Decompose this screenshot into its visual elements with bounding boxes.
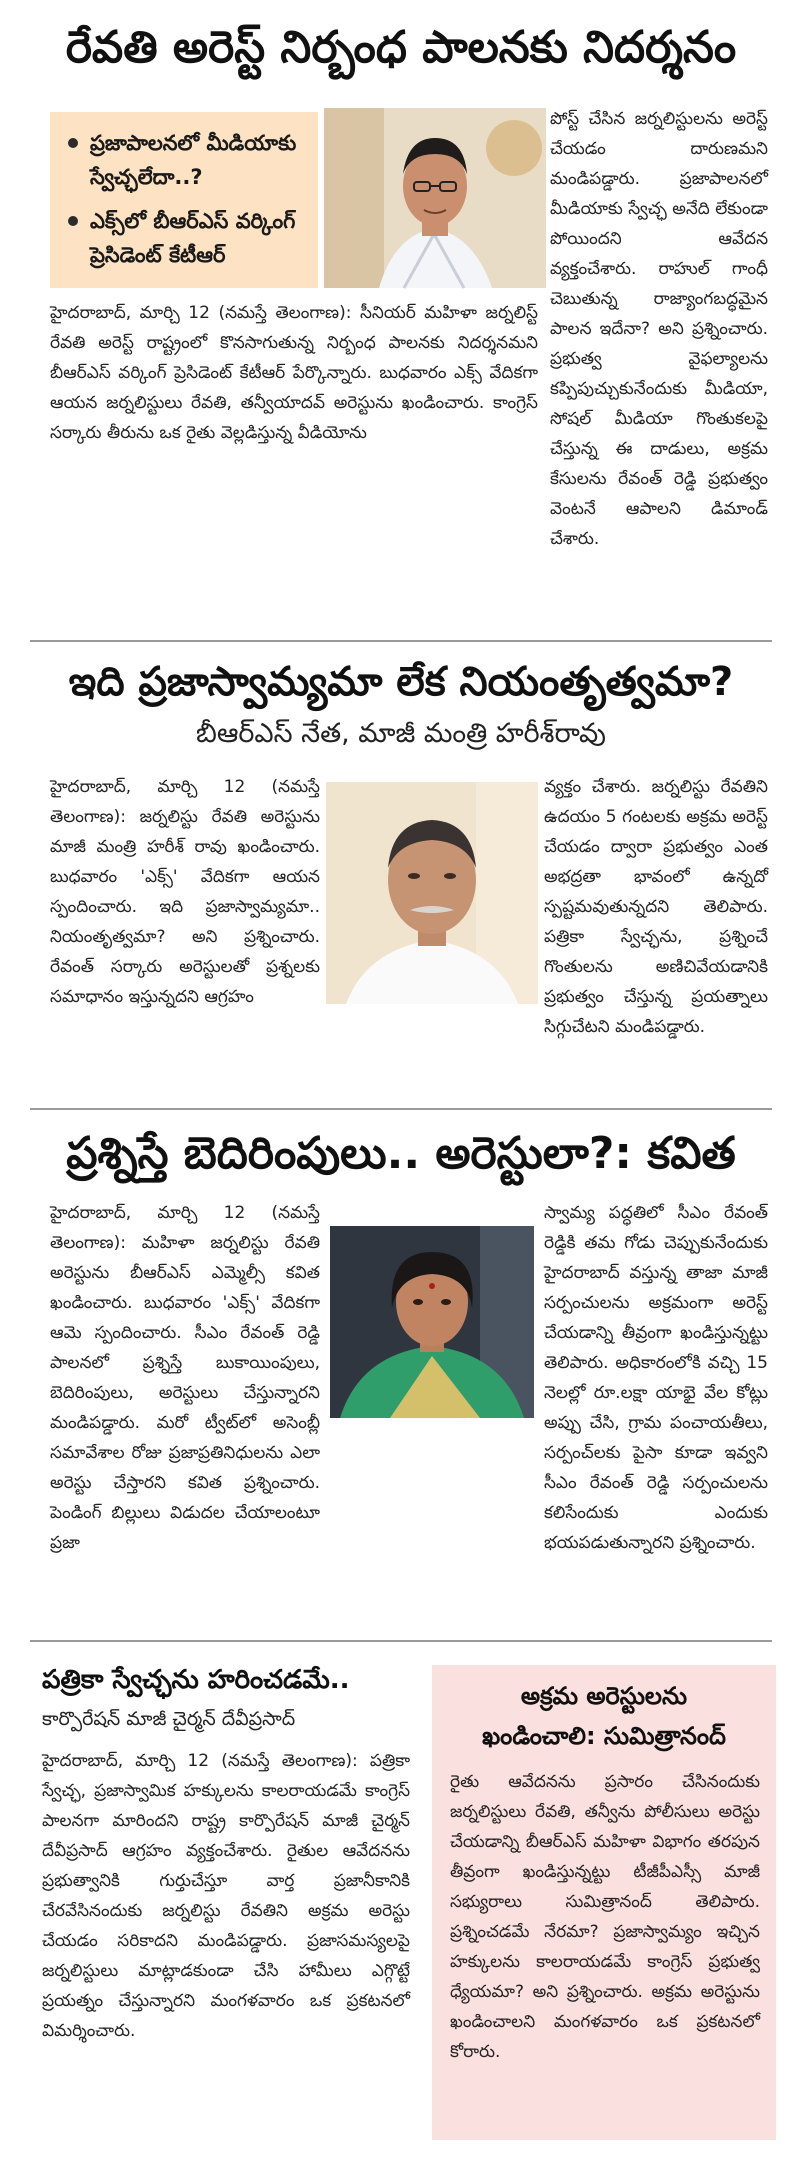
divider (30, 640, 772, 642)
story-ktr (30, 0, 772, 640)
body-column-left (50, 1198, 320, 1618)
subhead-deviprasad: కార్పొరేషన్ మాజీ చైర్మన్ దేవీప్రసాద్ (42, 1708, 296, 1730)
highlight-bullet: ప్రజాపాలనలో మీడియాకు స్వేచ్ఛలేదా..? (64, 126, 304, 194)
person-photo-ktr (324, 108, 546, 288)
headline-sumitranand-line1: అక్రమ అరెస్టులను (520, 1682, 688, 1710)
body-column-right-top (550, 104, 768, 549)
divider (30, 1640, 772, 1642)
headline-ktr: రేవతి అరెస్ట్ నిర్బంధ పాలనకు నిదర్శనం (65, 22, 737, 73)
highlight-box (50, 112, 318, 288)
headline-sumitranand-line2: ఖండించాలి: సుమిత్రానంద్ (482, 1722, 726, 1750)
body-column (450, 1767, 760, 2127)
body-column-right (544, 1198, 768, 1618)
body-text: హైదరాబాద్, మార్చి 12 (నమస్తే తెలంగాణ): సీనియర్ మహిళా జర్నలిస్ట్ రేవతి అరెస్ట్ రాష్ట్రంలో కొనసాగుతున్న నిర్బంధ పాలనకు నిదర్శనమని బీఆర్‌ఎస్ వర్కింగ్ ప్రెసిడెంట్ కేటీఆర్ పేర్కొన్నారు. బుధవారం ఎక్స్ వేదికగా ఆయన జర్నలిస్టులు రేవతి, తన్వీయాదవ్ అరెస్టును ఖండించారు. కాంగ్రెస్ సర్కారు తీరును ఒక రైతు వెల్లడిస్తున్న వీడియోను (50, 303, 538, 443)
body-text: రైతు ఆవేదనను ప్రసారం చేసినందుకు జర్నలిస్టులు రేవతి, తన్వీను పోలీసులు అరెస్టు చేయడాన్ని బీఆర్‌ఎస్ మహిళా విభాగం తరపున తీవ్రంగా ఖండిస్తున్నట్టు టీజీపీఎస్సీ మాజీ సభ్యురాలు సుమిత్రానంద్ తెలిపారు. ప్రశ్నించడమే నేరమా? ప్రజాస్వామ్యం ఇచ్చిన హక్కులను కాలరాయడమే కాంగ్రెస్ ప్రభుత్వ ధ్యేయమా? అని ప్రశ్నించారు. అక్రమ అరెస్టును ఖండించాలని మంగళవారం ఒక ప్రకటనలో కోరారు. (450, 1772, 760, 2062)
body-text: హైదరాబాద్, మార్చి 12 (నమస్తే తెలంగాణ): జర్నలిస్టు రేవతి అరెస్టును మాజీ మంత్రి హరీశ్ రావు ఖండించారు. బుధవారం 'ఎక్స్' వేదికగా ఆయన స్పందించారు. ఇది ప్రజాస్వామ్యమా.. నియంతృత్వమా? అని ప్రశ్నించారు. రేవంత్ సర్కారు అరెస్టులతో ప్రశ్నలకు సమాధానం ఇస్తున్నదని ఆగ్రహం (50, 777, 320, 1007)
body-column-left (50, 772, 320, 1102)
body-column (42, 1746, 410, 2146)
story-kavitha (30, 1116, 772, 1636)
body-column-right (544, 772, 768, 1102)
subhead-harish: బీఆర్‌ఎస్ నేత, మాజీ మంత్రి హరీశ్‌రావు (196, 718, 606, 749)
headline-deviprasad: పత్రికా స్వేచ్ఛను హరించడమే.. (42, 1665, 350, 1695)
body-text: హైదరాబాద్, మార్చి 12 (నమస్తే తెలంగాణ): పత్రికా స్వేచ్ఛ, ప్రజాస్వామిక హక్కులను కాలరాయడమే కాంగ్రెస్ పాలనగా మారిందని రాష్ట్ర కార్పొరేషన్ మాజీ చైర్మన్ దేవీప్రసాద్ ఆగ్రహం వ్యక్తంచేశారు. రైతుల ఆవేదనను ప్రభుత్వానికి గుర్తుచేస్తూ వార్త ప్రజానీకానికి చేరవేసినందుకు జర్నలిస్టు రేవతిని అక్రమ అరెస్టు చేయడం సరికాదని మండిపడ్డారు. ప్రజాసమస్యలపై జర్నలిస్టులు మాట్లాడకుండా చేసి హామీలు ఎగ్గొట్టే ప్రయత్నం చేస్తున్నారని మంగళవారం ఒక ప్రకటనలో విమర్శించారు. (42, 1751, 410, 2041)
headline-kavitha: ప్రశ్నిస్తే బెదిరింపులు.. అరెస్టులా?: కవిత (66, 1128, 736, 1179)
highlight-bullet: ఎక్స్‌లో బీఆర్‌ఎస్ వర్కింగ్ ప్రెసిడెంట్ కేటీఆర్ (64, 204, 304, 272)
body-text: హైదరాబాద్, మార్చి 12 (నమస్తే తెలంగాణ): మహిళా జర్నలిస్టు రేవతి అరెస్టును బీఆర్‌ఎస్ ఎమ్మెల్సీ కవిత ఖండించారు. బుధవారం 'ఎక్స్' వేదికగా ఆమె స్పందించారు. సీఎం రేవంత్ రెడ్డి పాలనలో ప్రశ్నిస్తే బుకాయింపులు, బెదిరింపులు, అరెస్టులు చేస్తున్నారని మండిపడ్డారు. మరో ట్వీట్‌లో అసెంబ్లీ సమావేశాల రోజు ప్రజాప్రతినిధులను ఎలా అరెస్టు చేస్తారని కవిత ప్రశ్నించారు. పెండింగ్ బిల్లులు విడుదల చేయాలంటూ ప్రజా (50, 1203, 320, 1553)
headline-harish: ఇది ప్రజాస్వామ్యమా లేక నియంతృత్వమా? (68, 659, 734, 705)
person-photo-harish (326, 782, 538, 1004)
story-deviprasad (30, 1660, 422, 2150)
body-text: వ్యక్తం చేశారు. జర్నలిస్టు రేవతిని ఉదయం 5 గంటలకు అక్రమ అరెస్ట్ చేయడం ద్వారా ప్రభుత్వం ఎంత అభద్రతా భావంలో ఉన్నదో స్పష్టమవుతున్నదని తెలిపారు. పత్రికా స్వేచ్ఛను, ప్రశ్నించే గొంతులను అణిచివేయడానికి ప్రభుత్వం చేస్తున్న ప్రయత్నాలు సిగ్గుచేటని మండిపడ్డారు. (544, 777, 768, 1037)
body-text: పోస్ట్ చేసిన జర్నలిస్టులను అరెస్ట్ చేయడం దారుణమని మండిపడ్డారు. ప్రజాపాలనలో మీడియాకు స్వేచ్ఛ అనేది లేకుండా పోయిందని ఆవేదన వ్యక్తంచేశారు. రాహుల్ గాంధీ చెబుతున్న రాజ్యాంగబద్ధమైన పాలన ఇదేనా? అని ప్రశ్నించారు. ప్రభుత్వ వైఫల్యాలను కప్పిపుచ్చుకునేందుకు మీడియా, సోషల్ మీడియా గొంతుకలపై చేస్తున్న ఈ దాడులు, అక్రమ కేసులను రేవంత్ రెడ్డి ప్రభుత్వం వెంటనే ఆపాలని డిమాండ్ చేశారు. (550, 109, 768, 549)
body-text: స్వామ్య పద్ధతిలో సీఎం రేవంత్ రెడ్డికి తమ గోడు చెప్పుకునేందుకు హైదరాబాద్ వస్తున్న తాజా మాజీ సర్పంచులను అక్రమంగా అరెస్ట్ చేయడాన్ని తీవ్రంగా ఖండిస్తున్నట్టు తెలిపారు. అధికారంలోకి వచ్చి 15 నెలల్లో రూ.లక్షా యాభై వేల కోట్లు అప్పు చేసి, గ్రామ పంచాయతీలు, సర్పంచ్‌లకు పైసా కూడా ఇవ్వని సీఎం రేవంత్ రెడ్డి సర్పంచులను కలిసేందుకు ఎందుకు భయపడుతున్నారని ప్రశ్నించారు. (544, 1203, 768, 1553)
story-sumitranand (432, 1665, 776, 2140)
body-column-left (50, 298, 538, 628)
person-photo-kavitha (330, 1226, 534, 1418)
divider (30, 1108, 772, 1110)
story-harish (30, 648, 772, 1108)
